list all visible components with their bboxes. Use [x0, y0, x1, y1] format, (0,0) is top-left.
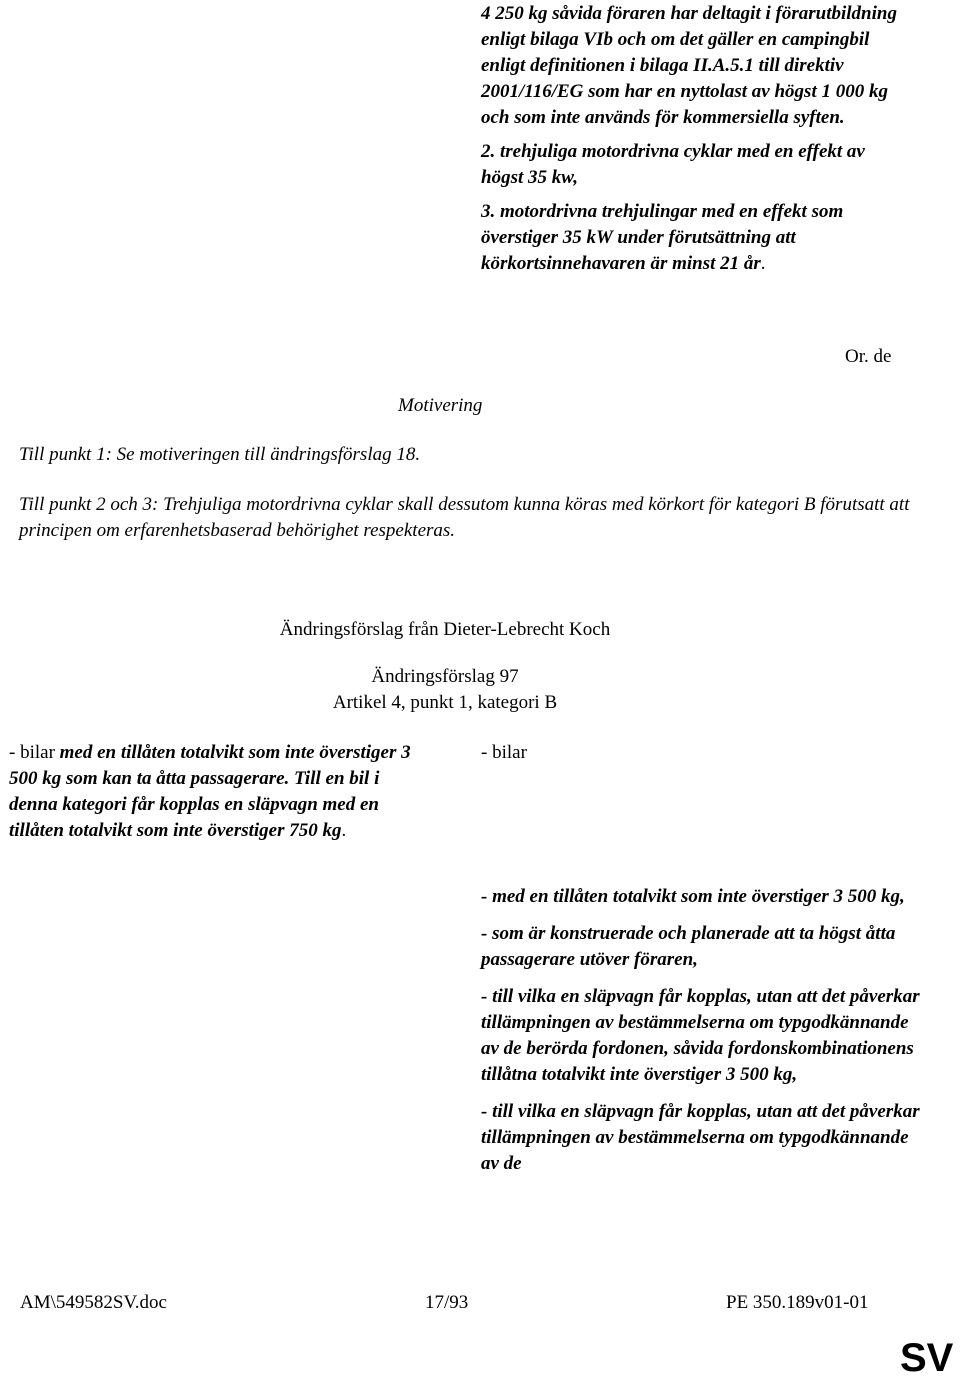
list-item: - till vilka en släpvagn får kopplas, utan att det påverkar tillämpningen av bestämmelserna om typgodkännande av de berörda fordonen, såvida fordonskombinationens tillåtna totalvikt inte överstiger 3 500 kg,: [481, 986, 920, 1085]
amendment-article: Artikel 4, punkt 1, kategori B: [332, 692, 558, 713]
point-3-end: .: [760, 253, 766, 274]
left-bold-text: med en tillåten totalvikt som inte överstiger 3 500 kg som kan ta åtta passagerare. Till en bil i denna kategori får kopplas en släpvagn med en tillåten totalvikt som inte överstiger 750 kg: [9, 742, 411, 841]
amendment-right-list: [481, 884, 921, 1188]
language-marker: SV: [900, 1336, 954, 1380]
list-item: - med en tillåten totalvikt som inte överstiger 3 500 kg,: [481, 886, 905, 907]
point-3-text: 3. motordrivna trehjulingar med en effekt som överstiger 35 kW under förutsättning att körkortsinnehavaren är minst 21 år: [481, 201, 844, 274]
amendment-number: Ändringsförslag 97: [371, 666, 519, 687]
point-2-text: 2. trehjuliga motordrivna cyklar med en effekt av högst 35 kw,: [481, 141, 865, 188]
amendment-proposed-text: [9, 740, 429, 844]
original-language: Or. de: [845, 346, 892, 367]
top-right-column: [481, 1, 911, 285]
justification-heading: Motivering: [398, 395, 483, 416]
point-3-paragraph: [481, 199, 911, 277]
footer-page-number: 17/93: [425, 1292, 469, 1313]
amendment-author: Ändringsförslag från Dieter-Lebrecht Koch: [279, 619, 611, 640]
justification-point-2: Till punkt 2 och 3: Trehjuliga motordrivna cyklar skall dessutom kunna köras med körkort för kategori B förutsatt att principen om erfarenhetsbaserad behörighet respekteras.: [19, 494, 910, 541]
footer-doc-ref: AM\549582SV.doc: [20, 1292, 167, 1313]
left-end: .: [341, 820, 347, 841]
amendment-right-first: - bilar: [481, 742, 527, 763]
list-item: - som är konstruerade och planerade att ta högst åtta passagerare utöver föraren,: [481, 923, 896, 970]
text-continuation: 4 250 kg såvida föraren har deltagit i förarutbildning enligt bilaga VIb och om det gäller en campingbil enligt definitionen i bilaga II.A.5.1 till direktiv 2001/116/EG som har en nyttolast av högst 1 000 kg och som inte används för kommersiella syften.: [481, 3, 897, 128]
footer-pe-ref: PE 350.189v01-01: [726, 1292, 869, 1313]
left-prefix: - bilar: [9, 742, 60, 763]
justification-point-1: Till punkt 1: Se motiveringen till ändringsförslag 18.: [19, 444, 421, 465]
list-item: - till vilka en släpvagn får kopplas, utan att det påverkar tillämpningen av bestämmelserna om typgodkännande av de: [481, 1101, 920, 1174]
